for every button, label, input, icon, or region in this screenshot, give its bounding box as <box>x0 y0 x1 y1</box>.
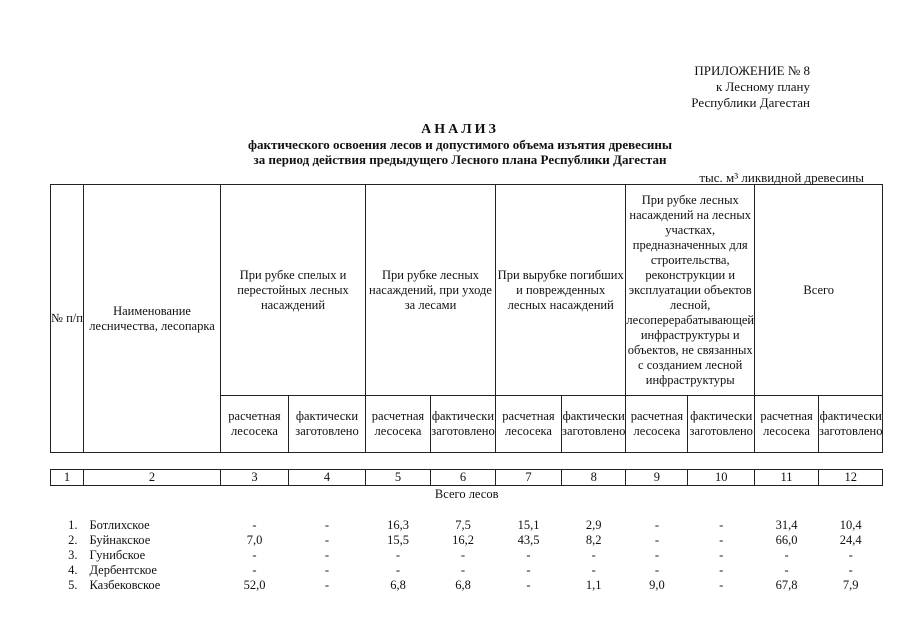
table-row <box>51 563 883 578</box>
column-number: 8 <box>562 470 626 486</box>
appendix-line-2: к Лесному плану <box>715 79 810 94</box>
row-value: - <box>654 518 659 532</box>
row-value: 24,4 <box>839 533 862 547</box>
row-value: 2,9 <box>585 518 602 532</box>
row-value: 43,5 <box>517 533 540 547</box>
row-value: - <box>848 548 853 562</box>
row-value: 6,8 <box>455 578 471 592</box>
row-value: - <box>460 548 466 562</box>
column-number: 11 <box>755 470 819 486</box>
row-value: - <box>526 578 531 592</box>
row-value: - <box>395 548 401 562</box>
row-number: 3. <box>68 548 78 562</box>
row-value: - <box>324 518 330 532</box>
row-value: - <box>324 563 330 577</box>
row-value: - <box>526 563 531 577</box>
column-number: 10 <box>688 470 755 486</box>
row-value: 66,0 <box>775 533 798 547</box>
column-number: 2 <box>84 470 221 486</box>
row-value: - <box>784 563 789 577</box>
header-group-1: При рубке спелых и перестойных лесных насаждений <box>221 185 366 396</box>
header-col-no: № п/п <box>51 185 84 453</box>
row-value: 6,8 <box>390 578 406 592</box>
table-row <box>51 548 883 563</box>
row-value: - <box>324 578 330 592</box>
table-row <box>51 518 883 533</box>
column-number: 6 <box>431 470 496 486</box>
subheader-cell: расчетная лесосека <box>496 396 562 453</box>
row-value: 9,0 <box>649 578 665 592</box>
row-value: 15,1 <box>517 518 540 532</box>
title-line-3: за период действия предыдущего Лесного плана Республики Дагестан <box>253 152 667 167</box>
row-value: - <box>848 563 853 577</box>
header-gap <box>51 453 883 470</box>
row-value: - <box>324 533 330 547</box>
row-value: 31,4 <box>775 518 798 532</box>
section-label: Всего лесов <box>434 486 499 501</box>
header-group-4: При рубке лесных насаждений на лесных участках, предназначенных для строительства, реконструкции и эксплуатации объектов лесной, лесоперерабатывающей инфраструктуры и объектов, не связанных с созданием лесной инфраструктуры <box>626 185 755 396</box>
row-value: - <box>460 563 466 577</box>
header-group-2: При рубке лесных насаждений, при уходе за лесами <box>366 185 496 396</box>
row-value: - <box>252 563 257 577</box>
row-value: 15,5 <box>387 533 409 547</box>
units-note: тыс. м³ ликвидной древесины <box>699 170 864 185</box>
header-group-5: Всего <box>755 185 883 396</box>
analysis-table <box>50 184 883 593</box>
section-gap <box>51 502 883 518</box>
row-value: - <box>395 563 401 577</box>
row-name: Казбековское <box>89 578 161 592</box>
row-value: - <box>591 548 596 562</box>
row-value: - <box>719 548 724 562</box>
row-name: Ботлихское <box>89 518 150 532</box>
column-number: 7 <box>496 470 562 486</box>
row-value: - <box>324 548 330 562</box>
table-row <box>51 533 883 548</box>
row-value: - <box>784 548 789 562</box>
row-value: - <box>654 533 659 547</box>
row-value: - <box>719 518 724 532</box>
row-number: 5. <box>68 578 78 592</box>
title-line-2: фактического освоения лесов и допустимого объема изъятия древесины <box>247 137 672 152</box>
appendix-block <box>650 63 810 111</box>
subheader-cell: расчетная лесосека <box>221 396 289 453</box>
row-value: - <box>719 533 724 547</box>
row-name: Буйнакское <box>89 533 151 547</box>
row-name: Гунибское <box>89 548 146 562</box>
header-col-name: Наименование лесничества, лесопарка <box>84 185 221 453</box>
row-value: - <box>252 518 257 532</box>
row-value: 10,4 <box>839 518 862 532</box>
column-number: 9 <box>626 470 688 486</box>
subheader-cell: фактически заготовлено <box>688 396 755 453</box>
subheader-cell: расчетная лесосека <box>755 396 819 453</box>
document-title <box>210 122 710 167</box>
row-value: - <box>719 563 724 577</box>
row-number: 1. <box>68 518 78 532</box>
row-value: 7,0 <box>246 533 263 547</box>
subheader-cell: расчетная лесосека <box>626 396 688 453</box>
row-value: - <box>526 548 531 562</box>
appendix-line-3: Республики Дагестан <box>691 95 810 110</box>
row-number: 4. <box>68 563 78 577</box>
column-number: 5 <box>366 470 431 486</box>
header-row-1 <box>51 185 883 396</box>
column-number: 4 <box>289 470 366 486</box>
row-value: 1,1 <box>585 578 602 592</box>
column-number: 12 <box>819 470 883 486</box>
table-row <box>51 578 883 593</box>
column-number: 1 <box>51 470 84 486</box>
row-value: - <box>654 548 659 562</box>
subheader-cell: фактически заготовлено <box>819 396 883 453</box>
subheader-cell: фактически заготовлено <box>431 396 496 453</box>
row-value: - <box>252 548 257 562</box>
row-value: 67,8 <box>775 578 798 592</box>
row-value: - <box>719 578 724 592</box>
row-name: Дербентское <box>89 563 157 577</box>
row-value: 52,0 <box>243 578 266 592</box>
row-value: - <box>654 563 659 577</box>
data-rows <box>51 518 883 593</box>
section-row <box>51 486 883 503</box>
appendix-line-1: ПРИЛОЖЕНИЕ № 8 <box>694 63 810 78</box>
row-value: 16,3 <box>387 518 409 532</box>
row-value: 8,2 <box>585 533 602 547</box>
row-value: - <box>591 563 596 577</box>
subheader-cell: фактически заготовлено <box>289 396 366 453</box>
title-main: АНАЛИЗ <box>421 122 499 137</box>
subheader-cell: фактически заготовлено <box>562 396 626 453</box>
column-number: 3 <box>221 470 289 486</box>
column-number-row <box>51 470 883 486</box>
row-value: 7,5 <box>455 518 471 532</box>
subheader-cell: расчетная лесосека <box>366 396 431 453</box>
row-number: 2. <box>68 533 78 547</box>
row-value: 16,2 <box>452 533 474 547</box>
row-value: 7,9 <box>842 578 859 592</box>
header-group-3: При вырубке погибших и поврежденных лесных насаждений <box>496 185 626 396</box>
